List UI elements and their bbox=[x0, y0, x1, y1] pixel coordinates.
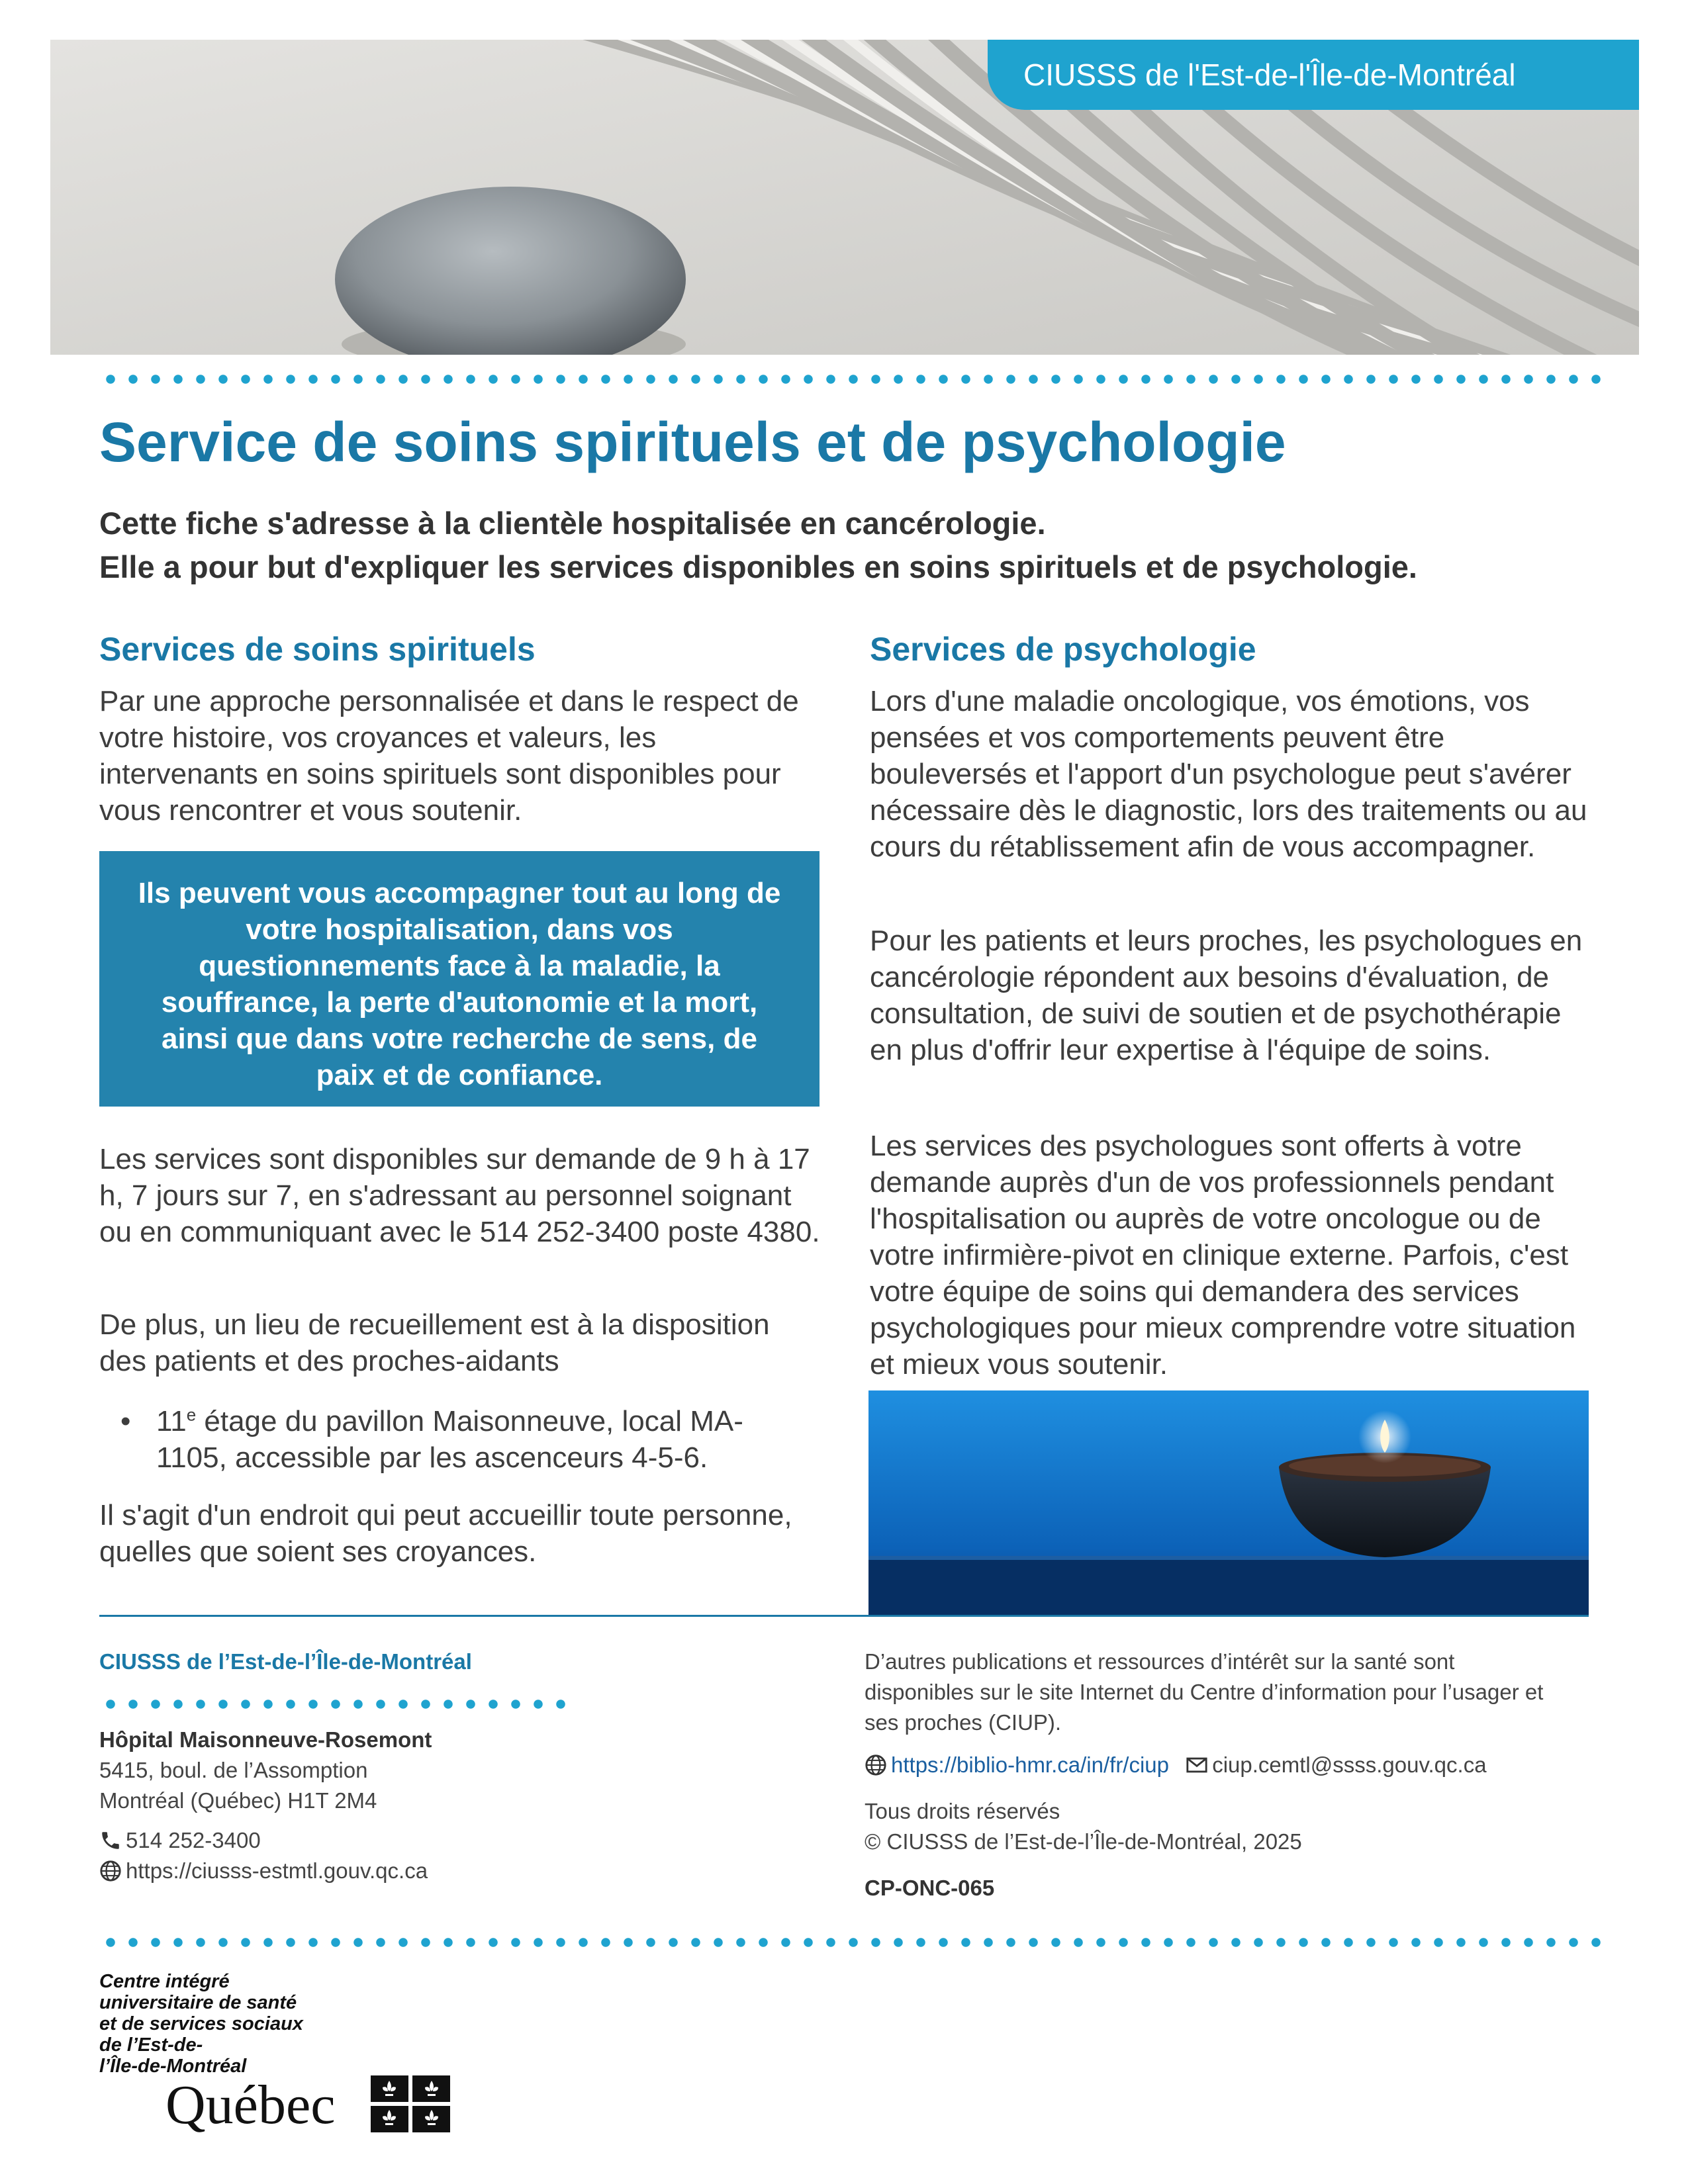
page-title: Service de soins spirituels et de psychologie bbox=[99, 411, 1286, 473]
org-tab: CIUSSS de l'Est-de-l'Île-de-Montréal bbox=[988, 40, 1639, 110]
quebec-wordmark: Québec bbox=[165, 2074, 336, 2136]
rights-text: Tous droits réservés bbox=[865, 1799, 1060, 1823]
ciusss-logo-text bbox=[99, 1971, 364, 2077]
psychology-paragraph-3: Les services des psychologues sont offerts à votre demande auprès d'un de vos professionnels pendant l'hospitalisation ou auprès de votre oncologue ou de votre infirmière-pivot en clinique externe. Parfois, c'est votre équipe de soins qui demandera des services psychologiques pour mieux comprendre votre situation et mieux vous soutenir. bbox=[870, 1130, 1576, 1381]
bullet-floor-sup: e bbox=[186, 1404, 197, 1425]
website-row[interactable] bbox=[99, 1856, 695, 1886]
intro bbox=[99, 502, 1622, 589]
links-row bbox=[865, 1750, 1566, 1780]
psychology-paragraph-1: Lors d'une maladie oncologique, vos émotions, vos pensées et vos comportements peuvent être bouleversés et l'apport d'un psychologue peut s'avérer nécessaire dès le diagnostic, lors des traitements ou au cours du rétablissement afin de vous accompagner. bbox=[870, 685, 1587, 863]
phone-row bbox=[99, 1825, 695, 1856]
bullet-dot: • bbox=[120, 1405, 131, 1437]
logo-line-5: l’Île-de-Montréal bbox=[99, 2056, 247, 2077]
hospital-name: Hôpital Maisonneuve-Rosemont bbox=[99, 1727, 432, 1752]
spiritual-paragraph-4: Il s'agit d'un endroit qui peut accueillir toute personne, quelles que soient ses croyances. bbox=[99, 1499, 792, 1568]
footer-org-name: CIUSSS de l’Est-de-l’Île-de-Montréal bbox=[99, 1649, 472, 1674]
psychology-services-heading: Services de psychologie bbox=[870, 631, 1256, 668]
intro-line-2: Elle a pour but d'expliquer les services disponibles en soins spirituels et de psychologie. bbox=[99, 549, 1417, 584]
header-image bbox=[50, 40, 1639, 355]
bullet-floor-number: 11 bbox=[156, 1405, 187, 1437]
spiritual-paragraph-2: Les services sont disponibles sur demande de 9 h à 17 h, 7 jours sur 7, en s'adressant au personnel soignant ou en communiquant avec le 514 252-3400 poste 4380. bbox=[99, 1143, 820, 1248]
callout-box bbox=[99, 851, 820, 1107]
document-code: CP-ONC-065 bbox=[865, 1876, 995, 1900]
footer-separator bbox=[99, 1615, 1589, 1617]
location-bullet bbox=[120, 1403, 809, 1476]
spiritual-services-heading: Services de soins spirituels bbox=[99, 631, 536, 668]
quebec-flag-logo bbox=[371, 2075, 450, 2132]
website-link[interactable]: https://ciusss-estmtl.gouv.qc.ca bbox=[126, 1858, 428, 1883]
spiritual-paragraph-1: Par une approche personnalisée et dans le respect de votre histoire, vos croyances et valeurs, les intervenants en soins spirituels sont disponibles pour vous rencontrer et vous soutenir. bbox=[99, 685, 799, 827]
dotted-separator-footer bbox=[99, 1700, 576, 1709]
footer-contact bbox=[99, 1725, 695, 1886]
address-line-1: 5415, boul. de l’Assomption bbox=[99, 1758, 368, 1782]
envelope-icon bbox=[1186, 1754, 1208, 1776]
footer-publications bbox=[865, 1647, 1566, 1903]
logo-line-3: et de services sociaux bbox=[99, 2013, 303, 2034]
intro-line-1: Cette fiche s'adresse à la clientèle hospitalisée en cancérologie. bbox=[99, 506, 1046, 541]
globe-icon bbox=[99, 1860, 122, 1882]
bullet-text: étage du pavillon Maisonneuve, local MA-1105, accessible par les ascenceurs 4-5-6. bbox=[156, 1405, 743, 1474]
dotted-separator-top bbox=[99, 375, 1602, 384]
candle-image bbox=[868, 1390, 1589, 1615]
dotted-separator-bottom bbox=[99, 1938, 1602, 1947]
phone-icon bbox=[99, 1829, 122, 1852]
address-line-2: Montréal (Québec) H1T 2M4 bbox=[99, 1788, 377, 1813]
publications-text: D’autres publications et ressources d’intérêt sur la santé sont disponibles sur le site Internet du Centre d’information pour l’usager et ses proches (CIUP). bbox=[865, 1649, 1544, 1735]
callout-text: Ils peuvent vous accompagner tout au long de votre hospitalisation, dans vos questionnements face à la maladie, la souffrance, la perte d'autonomie et la mort, ainsi que dans votre recherche de sens, de paix et de confiance. bbox=[138, 877, 781, 1091]
fleur-de-lis-icon bbox=[371, 2075, 450, 2132]
ciup-link[interactable]: https://biblio-hmr.ca/in/fr/ciup bbox=[891, 1752, 1170, 1777]
logo-line-1: Centre intégré bbox=[99, 1971, 230, 1992]
spiritual-paragraph-3: De plus, un lieu de recueillement est à la disposition des patients et des proches-aidants bbox=[99, 1308, 770, 1377]
phone-number: 514 252-3400 bbox=[126, 1828, 261, 1852]
globe-icon bbox=[865, 1754, 887, 1776]
email-link[interactable]: ciup.cemtl@ssss.gouv.qc.ca bbox=[1212, 1752, 1487, 1777]
logo-line-4: de l’Est-de- bbox=[99, 2034, 203, 2056]
copyright-text: © CIUSSS de l’Est-de-l’Île-de-Montréal, 2025 bbox=[865, 1829, 1302, 1854]
logo-line-2: universitaire de santé bbox=[99, 1992, 297, 2013]
psychology-paragraph-2: Pour les patients et leurs proches, les psychologues en cancérologie répondent aux besoins d'évaluation, de consultation, de suivi de soutien et de psychothérapie en plus d'offrir leur expertise à l'équipe de soins. bbox=[870, 925, 1583, 1066]
